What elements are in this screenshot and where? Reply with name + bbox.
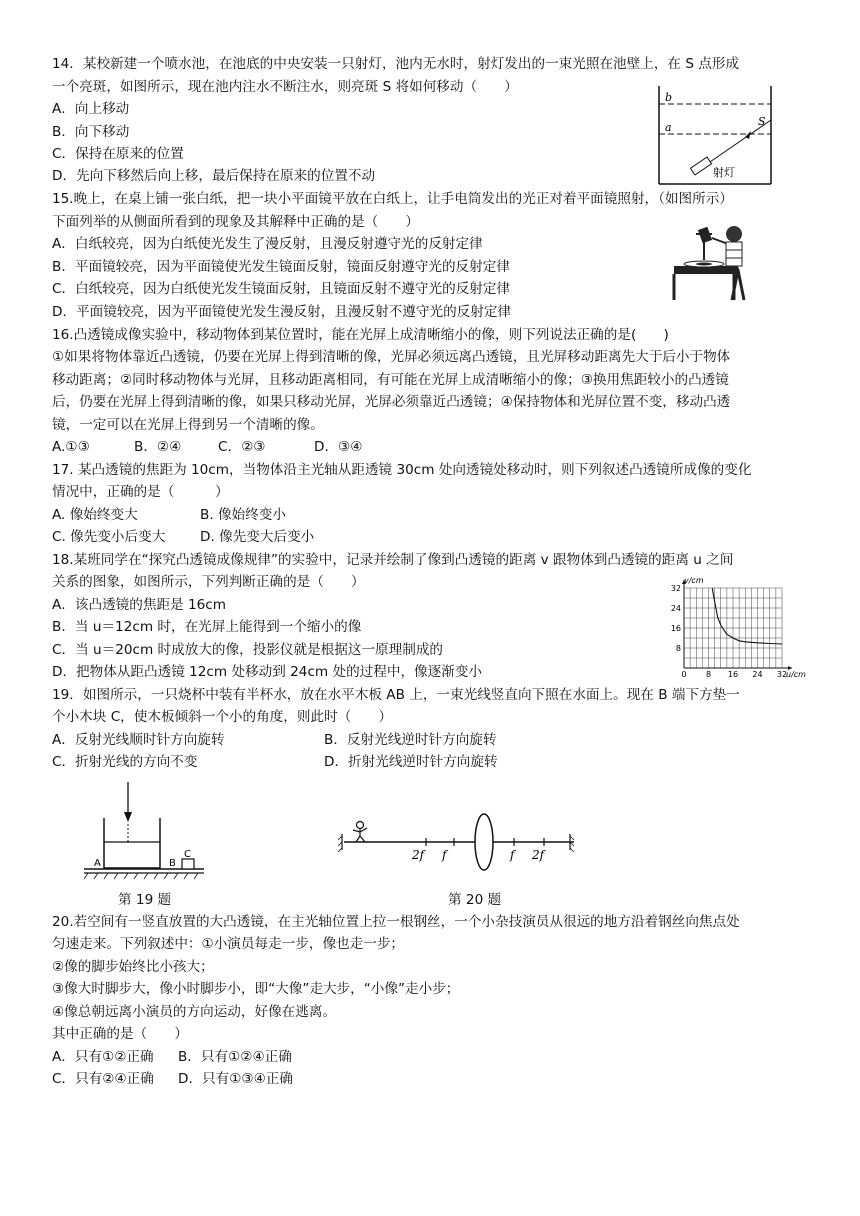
- q14-option-c: C．保持在原来的位置: [52, 146, 184, 162]
- y-tick-label: 16: [670, 624, 681, 633]
- y-tick-label: 24: [670, 604, 681, 613]
- q19-option-d: D．折射光线逆时针方向旋转: [324, 754, 498, 770]
- q20-options-row1: [52, 1047, 292, 1067]
- q20-option-b: B．只有①②④正确: [178, 1049, 292, 1065]
- q20-statement-3: ③像大时脚步大，像小时脚步小，即“大像”走大步，“小像”走小步；: [52, 981, 460, 997]
- q19-option-c: C．折射光线的方向不变: [52, 754, 198, 770]
- q14-label-b: b: [665, 91, 673, 104]
- q19-options-row1: [52, 730, 496, 750]
- q19-option-a: A．反射光线顺时针方向旋转: [52, 732, 225, 748]
- q20-lens-figure: [338, 812, 578, 878]
- q19-stem-line2: 个小木块 C，使木板倾斜一个小的角度，则此时（ ）: [52, 709, 393, 725]
- q19-label-a: A: [94, 858, 101, 869]
- q17-options-row2: [52, 527, 314, 547]
- q17-option-c: C. 像先变小后变大: [52, 529, 166, 545]
- q14-label-a: a: [665, 121, 672, 134]
- q20-label-2f-left: 2f: [412, 848, 425, 862]
- q17-option-d: D. 像先变大后变小: [200, 529, 315, 545]
- q20-options-row2: [52, 1069, 293, 1089]
- q14-label-s: S: [758, 115, 766, 128]
- y-tick-label: 8: [675, 644, 681, 653]
- q19-label-b: B: [169, 858, 176, 869]
- q20-caption: 第 20 题: [448, 892, 502, 908]
- q20-statement-4: ④像总朝远离小演员的方向运动，好像在逃离。: [52, 1004, 337, 1020]
- q16-options-row: [52, 437, 362, 457]
- q20-stem-line2: 匀速走来。下列叙述中：①小演员每走一步，像也走一步；: [52, 936, 405, 952]
- q17-option-b: B. 像始终变小: [200, 507, 286, 523]
- q19-beaker-figure: [80, 780, 210, 884]
- y-tick-label: 32: [670, 584, 681, 593]
- q19-options-row2: [52, 752, 498, 772]
- q16-option-a: A.①③: [52, 439, 90, 455]
- q16-body-line1: ①如果将物体靠近凸透镜，仍要在光屏上得到清晰的像，光屏必须远离凸透镜，且光屏移动距离先大于后小于物体: [52, 349, 731, 365]
- q18-option-d: D．把物体从距凸透镜 12cm 处移动到 24cm 处的过程中，像逐渐变小: [52, 664, 483, 680]
- q20-option-d: D．只有①③④正确: [178, 1071, 293, 1087]
- q17-stem-line2: 情况中，正确的是（ ）: [52, 484, 229, 500]
- chart-y-axis-label: v/cm: [684, 576, 704, 585]
- q20-label-f-left: f: [442, 848, 447, 862]
- q14-label-lamp: 射灯: [713, 166, 735, 179]
- q15-option-a: A．白纸较亮，因为白纸使光发生了漫反射，且漫反射遵守光的反射定律: [52, 236, 483, 252]
- q17-option-a: A. 像始终变大: [52, 507, 138, 523]
- q20-ask: 其中正确的是（ ）: [52, 1026, 188, 1042]
- q18-option-c: C．当 u＝20cm 时成放大的像，投影仪就是根据这一原理制成的: [52, 642, 444, 658]
- q20-label-f-right: f: [510, 848, 515, 862]
- q19-stem-line1: 19．如图所示，一只烧杯中装有半杯水，放在水平木板 AB 上，一束光线竖直向下照在水面上。现在 B 端下方垫一: [52, 687, 740, 703]
- q15-stem-line2: 下面列举的从侧面所看到的现象及其解释中正确的是（ ）: [52, 214, 420, 230]
- q18-uv-chart: [662, 576, 812, 682]
- q20-option-a: A．只有①②正确: [52, 1049, 154, 1065]
- x-tick-label: 8: [705, 670, 712, 679]
- q19-label-c: C: [184, 849, 191, 860]
- q14-option-a: A．向上移动: [52, 101, 130, 117]
- q15-option-c: C．白纸较亮，因为白纸使光发生镜面反射，且镜面反射不遵守光的反射定律: [52, 281, 511, 297]
- q16-option-d: D．③④: [314, 439, 363, 455]
- q16-option-c: C．②③: [218, 439, 266, 455]
- q16-stem: 16.凸透镜成像实验中，移动物体到某位置时，能在光屏上成清晰缩小的像，则下列说法正确的是( ): [52, 327, 669, 343]
- q15-stem-line1: 15.晚上，在桌上铺一张白纸，把一块小平面镜平放在白纸上，让手电筒发出的光正对着平面镜照射，（如图所示）: [52, 191, 733, 207]
- q14-stem-line1: 14．某校新建一个喷水池，在池底的中央安装一只射灯，池内无水时，射灯发出的一束光照在池壁上，在 S 点形成: [52, 56, 740, 72]
- q19-option-b: B．反射光线逆时针方向旋转: [324, 732, 497, 748]
- x-tick-label: 16: [727, 670, 739, 679]
- q20-statement-2: ②像的脚步始终比小孩大；: [52, 959, 214, 975]
- q17-stem-line1: 17. 某凸透镜的焦距为 10cm，当物体沿主光轴从距透镜 30cm 处向透镜处移动时，则下列叙述凸透镜所成像的变化: [52, 462, 752, 478]
- q20-option-c: C．只有②④正确: [52, 1071, 154, 1087]
- x-tick-label: 0: [681, 670, 687, 679]
- q16-option-b: B．②④: [134, 439, 182, 455]
- chart-series-line: [712, 588, 782, 644]
- q19-caption: 第 19 题: [118, 892, 172, 908]
- q16-body-line3: 后，仍要在光屏上得到清晰的像，如果只移动光屏，光屏必须靠近凸透镜；④保持物体和光屏位置不变，移动凸透: [52, 394, 731, 410]
- q16-body-line4: 镜，一定可以在光屏上得到另一个清晰的像。: [52, 417, 324, 433]
- q20-label-2f-right: 2f: [532, 848, 545, 862]
- q18-stem-line2: 关系的图象，如图所示，下列判断正确的是（ ）: [52, 574, 365, 590]
- q15-option-d: D．平面镜较亮，因为平面镜使光发生漫反射，且漫反射不遵守光的反射定律: [52, 304, 512, 320]
- q15-option-b: B．平面镜较亮，因为平面镜使光发生镜面反射，镜面反射遵守光的反射定律: [52, 259, 510, 275]
- q18-option-b: B．当 u＝12cm 时，在光屏上能得到一个缩小的像: [52, 619, 362, 635]
- q20-stem-line1: 20.若空间有一竖直放置的大凸透镜，在主光轴位置上拉一根钢丝，一个小杂技演员从很远的地方沿着钢丝向焦点处: [52, 914, 740, 930]
- q17-options-row1: [52, 505, 286, 525]
- q14-option-d: D．先向下移然后向上移，最后保持在原来的位置不动: [52, 168, 376, 184]
- x-tick-label: 32: [776, 670, 788, 679]
- q14-option-b: B．向下移动: [52, 124, 130, 140]
- q15-flashlight-figure: [672, 220, 768, 302]
- chart-x-axis-label: u/cm: [786, 670, 806, 679]
- x-tick-label: 24: [752, 670, 763, 679]
- chart-axes: [682, 580, 792, 670]
- q16-body-line2: 移动距离；②同时移动物体与光屏，且移动距离相同，有可能在光屏上成清晰缩小的像；③换用焦距较小的凸透镜: [52, 372, 729, 388]
- q18-stem-line1: 18.某班同学在“探究凸透镜成像规律”的实验中，记录并绘制了像到凸透镜的距离 v 跟物体到凸透镜的距离 u 之间: [52, 552, 734, 568]
- q18-option-a: A．该凸透镜的焦距是 16cm: [52, 597, 226, 613]
- q14-pool-figure: [655, 84, 775, 186]
- q14-stem-line2: 一个亮斑，如图所示，现在池内注水不断注水，则亮斑 S 将如何移动（ ）: [52, 79, 518, 95]
- chart-grid: [684, 588, 782, 668]
